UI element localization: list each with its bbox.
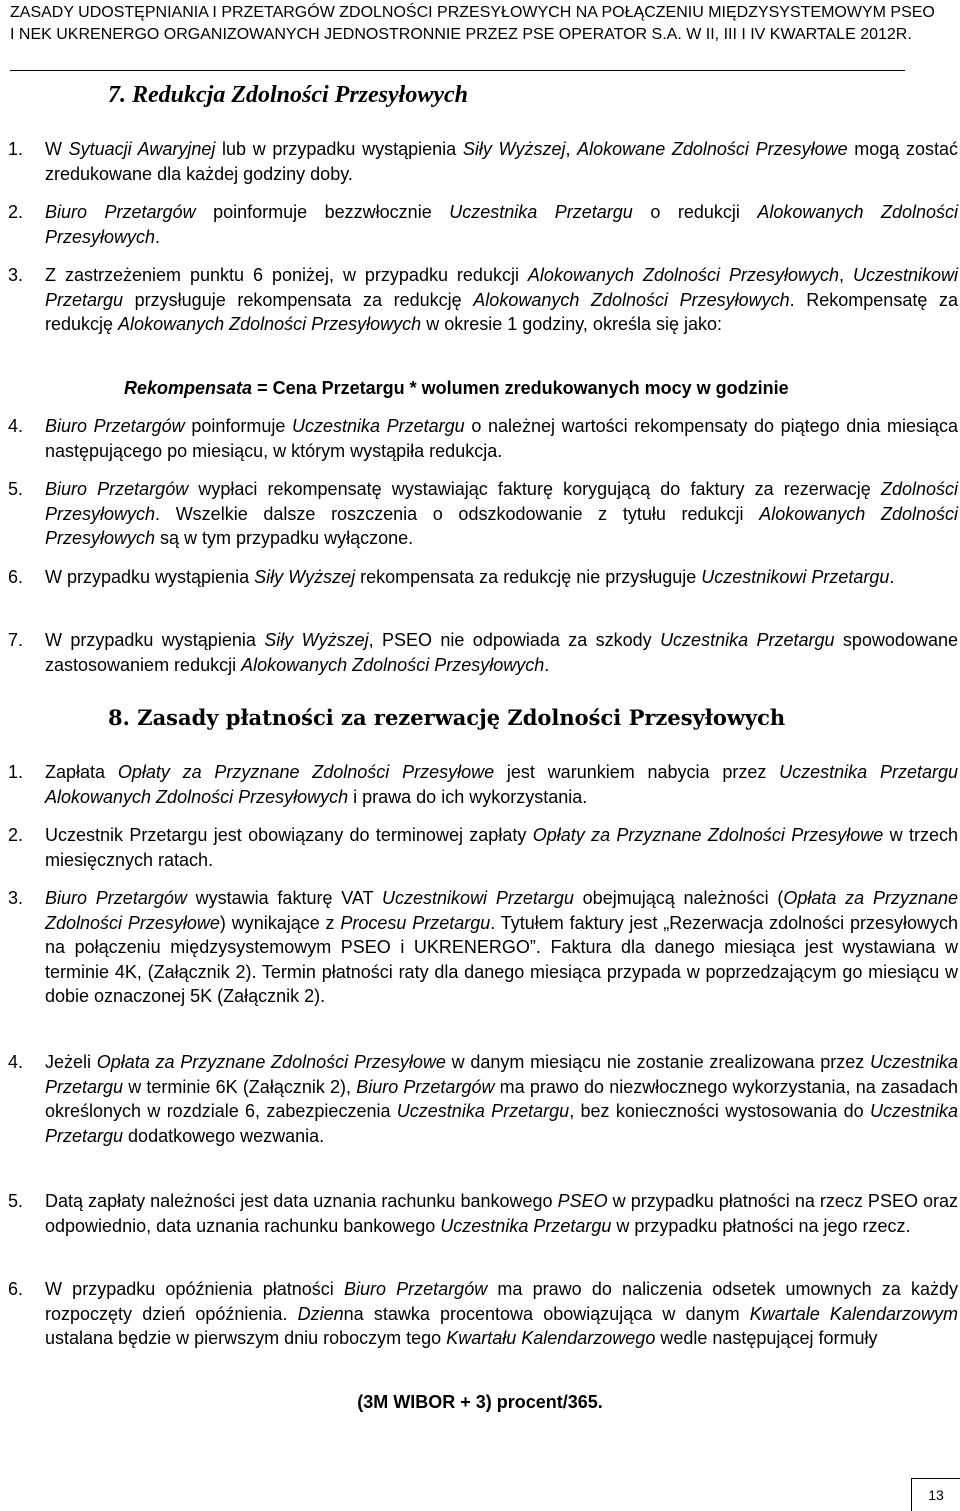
italic-term: Uczestnika Przetargu [449,202,633,222]
text-run: , [565,139,578,159]
italic-term: Uczestnika Przetargu [396,1101,570,1121]
text-run: spowodowane zastosowaniem redukcji [45,630,958,675]
italic-term: Uczestnika Przetargu [45,1052,958,1097]
text-run: lub w przypadku wystąpienia [215,139,463,159]
text-run: Jeżeli [45,1052,97,1072]
italic-term: Procesu Przetargu [340,912,491,933]
text-run: w przypadku płatności na jego rzecz. [611,1215,911,1236]
italic-term: Opłaty za Przyznane Zdolności Przesyłowe [532,825,884,845]
text-run: . [544,654,550,675]
s8-item-6: 6. W przypadku opóźnienia płatności Biuro Przetargów ma prawo do naliczenia odsetek umownych za każdy rozpoczęty dzień opóźnienia. Dzienna stawka procentowa obowiązująca w danym Kwartale Kalendarzowym ustalana będzie w pierwszym dniu roboczym tego Kwartału Kalendarzowego wedle następującej formuły [8,1279,959,1348]
header-rule [10,70,905,71]
text-run: w okresie 1 godziny, określa się jako: [421,314,722,334]
italic-term: Biuro Przetargów [343,1279,488,1299]
text-run: na stawka procentowa obowiązująca w danym [343,1303,750,1324]
text-run: ma prawo do naliczenia odsetek umownych za każdy rozpoczęty dzień opóźnienia. [45,1279,959,1324]
text-run: wystawia fakturę VAT [186,888,383,908]
s7-item-2: 2. Biuro Przetargów poinformuje bezzwłocznie Uczestnika Przetargu o redukcji Alokowanych Zdolności Przesyłowych. [8,202,958,247]
text-run: ) wynikające z [219,912,341,933]
section-7-title: 7. Redukcja Zdolności Przesyłowych [108,82,468,108]
text-run: poinformuje bezzwłocznie [195,202,450,222]
italic-term: Kwartale Kalendarzowym [749,1303,958,1324]
s8-item-5: 5. Datą zapłaty należności jest data uznania rachunku bankowego PSEO w przypadku płatności na rzecz PSEO oraz odpowiednio, data uznania rachunku bankowego Uczestnika Przetargu w przypadku płatności na jego rzecz. [8,1191,958,1236]
header-line-2: I NEK UKRENERGO ORGANIZOWANYCH JEDNOSTRONNIE PRZEZ PSE OPERATOR S.A. W II, III I IV KWARTALE 2012R. [10,26,912,43]
text-run: w trzech miesięcznych ratach. [45,825,958,870]
italic-term: Biuro Przetargów [45,479,189,499]
italic-term: Uczestnika Przetargu [660,630,835,650]
s7-item-3: 3. Z zastrzeżeniem punktu 6 poniżej, w przypadku redukcji Alokowanych Zdolności Przesyłowych, Uczestnikowi Przetargu przysługuje rekompensata za redukcję Alokowanych Zdolności Przesyłowych. Rekompensatę za redukcję Alokowanych Zdolności Przesyłowych w okresie 1 godziny, określa się jako: [8,265,958,334]
interest-formula: (3M WIBOR + 3) procent/365. [357,1392,603,1412]
s8-item-3: 3. Biuro Przetargów wystawia fakturę VAT Uczestnikowi Przetargu obejmującą należności (Opłata za Przyznane Zdolności Przesyłowe) wynikające z Procesu Przetargu. Tytułem faktury jest „Rezerwacja zdolności przesyłowych na połączeniu międzysystemowym PSEO i UKRENERGO”. Faktura dla danego miesiąca jest wystawiana w terminie 4K, (Załącznik 2). Termin płatności raty dla danego miesiąca przypada w poprzedzającym go miesiącu w dobie oznaczonej 5K (Załącznik 2). [8,888,958,1006]
page-header [10,2,950,46]
italic-term: Alokowanych Zdolności Przesyłowych [473,289,790,310]
italic-term: Siły Wyższej [254,567,356,587]
text-run: Datą zapłaty należności jest data uznania rachunku bankowego [45,1191,558,1211]
italic-term: Alokowanych Zdolności Przesyłowych [527,265,839,285]
text-run: W przypadku opóźnienia płatności [45,1279,344,1299]
text-run: ma prawo do niezwłocznego wykorzystania, na zasadach określonych w rozdziale 6, zabezpieczenia [45,1076,958,1121]
text-run: . Wszelkie dalsze roszczenia o odszkodowanie z tytułu redukcji [155,503,760,524]
italic-term: Uczestnikowi Przetargu [701,567,890,587]
italic-term: Dzien [297,1303,344,1324]
text-run: o redukcji [632,202,758,222]
italic-term: Alokowanych Zdolności Przesyłowych [241,654,545,675]
s7-item-6: 6. W przypadku wystąpienia Siły Wyższej rekompensata za redukcję nie przysługuje Uczestnikowi Przetargu. [8,567,895,587]
header-line-1: ZASADY UDOSTĘPNIANIA I PRZETARGÓW ZDOLNOŚCI PRZESYŁOWYCH NA POŁĄCZENIU MIĘDZYSYSTEMOWYM PSEO [10,4,935,21]
s7-item-1: 1. W Sytuacji Awaryjnej lub w przypadku wystąpienia Siły Wyższej, Alokowane Zdolności Przesyłowe mogą zostać zredukowane dla każdej godziny doby. [8,139,958,184]
text-run: mogą zostać zredukowane dla każdej godziny doby. [45,139,958,184]
text-run: , bez konieczności wystosowania do [569,1101,870,1121]
italic-term: Uczestnika Przetargu [292,416,465,436]
text-run: Zapłata [45,762,118,782]
italic-term: Uczestnikowi Przetargu [382,888,574,908]
text-run: jest warunkiem nabycia przez [494,762,780,782]
text-run: W [45,139,69,159]
s8-item-4: 4. Jeżeli Opłata za Przyznane Zdolności Przesyłowe w danym miesiącu nie zostanie zrealizowana przez Uczestnika Przetargu w terminie 6K (Załącznik 2), Biuro Przetargów ma prawo do niezwłocznego wykorzystania, na zasadach określonych w rozdziale 6, zabezpieczenia Uczestnika Przetargu, bez konieczności wystosowania do Uczestnika Przetargu dodatkowego wezwania. [8,1052,958,1146]
text-run: wypłaci rekompensatę wystawiając fakturę korygującą do faktury za rezerwację [188,479,881,499]
text-run: rekompensata za redukcję nie przysługuje [355,567,702,587]
s8-item-1: 1. Zapłata Opłaty za Przyznane Zdolności Przesyłowe jest warunkiem nabycia przez Uczestnika Przetargu Alokowanych Zdolności Przesyłowych i prawa do ich wykorzystania. [8,762,958,807]
italic-term: Alokowanych Zdolności Przesyłowych [45,786,349,807]
s8-item-2: 2. Uczestnik Przetargu jest obowiązany do terminowej zapłaty Opłaty za Przyznane Zdolności Przesyłowe w trzech miesięcznych ratach. [8,825,958,870]
text-run: i prawa do ich wykorzystania. [348,786,588,807]
italic-term: Uczestnika Przetargu [45,1101,958,1146]
text-run: przysługuje rekompensata za redukcję [123,289,474,310]
italic-term: Kwartału Kalendarzowego [446,1328,656,1348]
italic-term: Opłata za Przyznane Zdolności Przesyłowe [96,1052,446,1072]
text-run: . [155,226,161,247]
italic-term: Biuro Przetargów [45,202,196,222]
italic-term: Biuro Przetargów [356,1076,495,1097]
italic-term: Alokowane Zdolności Przesyłowe [577,139,848,159]
text-run: w terminie 6K (Załącznik 2), [123,1076,357,1097]
text-run: dodatkowego wezwania. [123,1125,325,1146]
text-run: wedle następującej formuły [655,1328,878,1348]
text-run: W przypadku wystąpienia [45,630,265,650]
italic-term: Uczestnika Przetargu [779,762,958,782]
italic-term: Alokowanych Zdolności Przesyłowych [45,202,958,247]
italic-term: Biuro Przetargów [45,416,185,436]
text-run: . Rekompensatę za redukcję [45,289,958,334]
italic-term: Zdolności Przesyłowych [45,479,959,524]
italic-term: Uczestnikowi Przetargu [45,265,958,310]
text-run: . [889,567,895,587]
italic-term: Siły Wyższej [462,139,566,159]
text-run: . Tytułem faktury jest „Rezerwacja zdolności przesyłowych na połączeniu międzysystemowym PSEO i UKRENERGO”. Faktura dla danego miesiąca jest wystawiana w terminie 4K, (Załącznik 2). Termin płatności raty dla danego miesiąca przypada w poprzedzającym go miesiącu w dobie oznaczonej 5K (Załącznik 2). [45,912,958,1006]
section-8-title: 8. Zasady płatności za rezerwację Zdolności Przesyłowych [108,705,786,730]
s7-item-5: 5. Biuro Przetargów wypłaci rekompensatę wystawiając fakturę korygującą do faktury za rezerwację Zdolności Przesyłowych. Wszelkie dalsze roszczenia o odszkodowanie z tytułu redukcji Alokowanych Zdolności Przesyłowych są w tym przypadku wyłączone. [8,479,959,548]
text-run: w danym miesiącu nie zostanie zrealizowana przez [445,1052,870,1072]
text-run: Uczestnik Przetargu jest obowiązany do terminowej zapłaty [45,825,533,845]
italic-term: Uczestnika Przetargu [440,1215,612,1236]
text-run: ustalana będzie w pierwszym dniu roboczym tego [45,1328,447,1348]
italic-term: Siły Wyższej [264,630,369,650]
italic-term: Biuro Przetargów [45,888,187,908]
text-run: obejmującą należności ( [573,888,784,908]
italic-term: Opłaty za Przyznane Zdolności Przesyłowe [117,762,495,782]
text-run: są w tym przypadku wyłączone. [155,528,414,548]
text-run: w przypadku płatności na rzecz PSEO oraz odpowiednio, data uznania rachunku bankowego [45,1191,958,1236]
compensation-formula: Rekompensata = Cena Przetargu * wolumen zredukowanych mocy w godzinie [124,378,789,398]
text-run: Z zastrzeżeniem punktu 6 poniżej, w przypadku redukcji [45,265,528,285]
s7-item-4: 4. Biuro Przetargów poinformuje Uczestnika Przetargu o należnej wartości rekompensaty do piątego dnia miesiąca następującego po miesiącu, w którym wystąpiła redukcja. [8,416,958,461]
text-run: , [838,265,853,285]
s7-item-7: 7. W przypadku wystąpienia Siły Wyższej, PSEO nie odpowiada za szkody Uczestnika Przetargu spowodowane zastosowaniem redukcji Alokowanych Zdolności Przesyłowych. [8,630,958,675]
italic-term: Sytuacji Awaryjnej [68,139,216,159]
text-run: o należnej wartości rekompensaty do piątego dnia miesiąca następującego po miesiącu, w którym wystąpiła redukcja. [45,416,958,461]
text-run: W przypadku wystąpienia [45,567,255,587]
page-number: 13 [911,1478,960,1511]
text-run: , PSEO nie odpowiada za szkody [368,630,661,650]
italic-term: Alokowanych Zdolności Przesyłowych [45,503,958,548]
italic-term: Alokowanych Zdolności Przesyłowych [118,314,422,334]
italic-term: Opłata za Przyznane Zdolności Przesyłowe [45,888,958,933]
italic-term: PSEO [557,1191,608,1211]
text-run: poinformuje [184,416,292,436]
